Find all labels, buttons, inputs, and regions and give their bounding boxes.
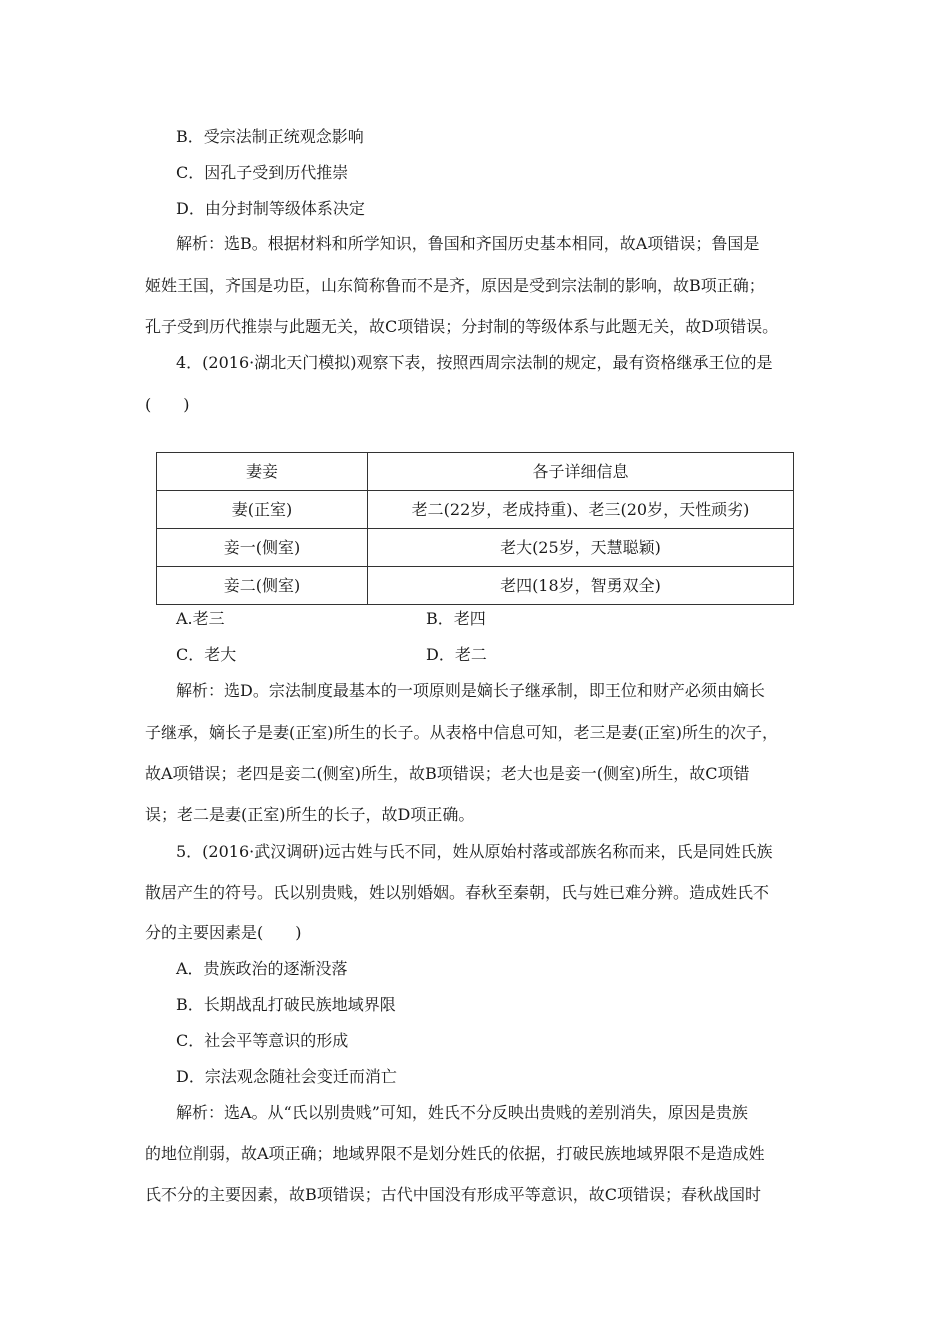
q3-analysis-line: 姬姓王国，齐国是功臣，山东简称鲁而不是齐，原因是受到宗法制的影响，故B项正确； [145,276,765,295]
q5-analysis-line: 解析：选A。从“氏以别贵贱”可知，姓氏不分反映出贵贱的差别消失，原因是贵族 [176,1103,748,1122]
q4-stem-line: ( ) [145,395,190,414]
table-header-cell: 各子详细信息 [368,453,794,491]
q3-option-d: D．由分封制等级体系决定 [176,199,365,218]
q3-option-b: B．受宗法制正统观念影响 [176,127,364,146]
table-header-row [157,453,794,491]
table-cell: 妾二(侧室) [157,567,368,605]
q3-option-c: C．因孔子受到历代推崇 [176,163,349,182]
q5-option-b: B．长期战乱打破民族地域界限 [176,995,396,1014]
table-cell: 妻(正室) [157,491,368,529]
q4-option-d: D．老二 [426,645,487,664]
q5-stem-line: 5．(2016·武汉调研)远古姓与氏不同，姓从原始村落或部族名称而来，氏是同姓氏族 [176,842,773,861]
table-cell: 老二(22岁，老成持重)、老三(20岁，天性顽劣) [368,491,794,529]
q5-option-c: C．社会平等意识的形成 [176,1031,349,1050]
table-cell: 老四(18岁，智勇双全) [368,567,794,605]
table-header-cell: 妻妾 [157,453,368,491]
succession-table [156,452,794,605]
q3-analysis-line: 孔子受到历代推崇与此题无关，故C项错误；分封制的等级体系与此题无关，故D项错误。 [145,317,779,336]
q4-option-a: A.老三 [176,609,225,628]
table-cell: 妾一(侧室) [157,529,368,567]
q3-analysis-line: 解析：选B。根据材料和所学知识，鲁国和齐国历史基本相同，故A项错误；鲁国是 [176,234,760,253]
q5-analysis-line: 的地位削弱，故A项正确；地域界限不是划分姓氏的依据，打破民族地域界限不是造成姓 [145,1144,765,1163]
q4-option-b: B．老四 [426,609,486,628]
q5-option-d: D．宗法观念随社会变迁而消亡 [176,1067,397,1086]
q4-analysis-line: 故A项错误；老四是妾二(侧室)所生，故B项错误；老大也是妾一(侧室)所生，故C项错 [145,764,750,783]
q4-option-c: C．老大 [176,645,237,664]
table-cell: 老大(25岁，天慧聪颖) [368,529,794,567]
q5-stem-line: 分的主要因素是( ) [145,923,302,942]
q5-stem-line: 散居产生的符号。氏以别贵贱，姓以别婚姻。春秋至秦朝，氏与姓已难分辨。造成姓氏不 [145,883,770,902]
q5-analysis-line: 氏不分的主要因素，故B项错误；古代中国没有形成平等意识，故C项错误；春秋战国时 [145,1185,762,1204]
q5-option-a: A．贵族政治的逐渐没落 [176,959,348,978]
q4-analysis-line: 误；老二是妻(正室)所生的长子，故D项正确。 [145,805,475,824]
table-row [157,491,794,529]
q4-analysis-line: 子继承，嫡长子是妻(正室)所生的长子。从表格中信息可知，老三是妻(正室)所生的次子， [145,723,778,742]
q4-stem-line: 4．(2016·湖北天门模拟)观察下表，按照西周宗法制的规定，最有资格继承王位的是 [176,353,773,372]
table-row [157,567,794,605]
table-row [157,529,794,567]
q4-analysis-line: 解析：选D。宗法制度最基本的一项原则是嫡长子继承制，即王位和财产必须由嫡长 [176,681,765,700]
